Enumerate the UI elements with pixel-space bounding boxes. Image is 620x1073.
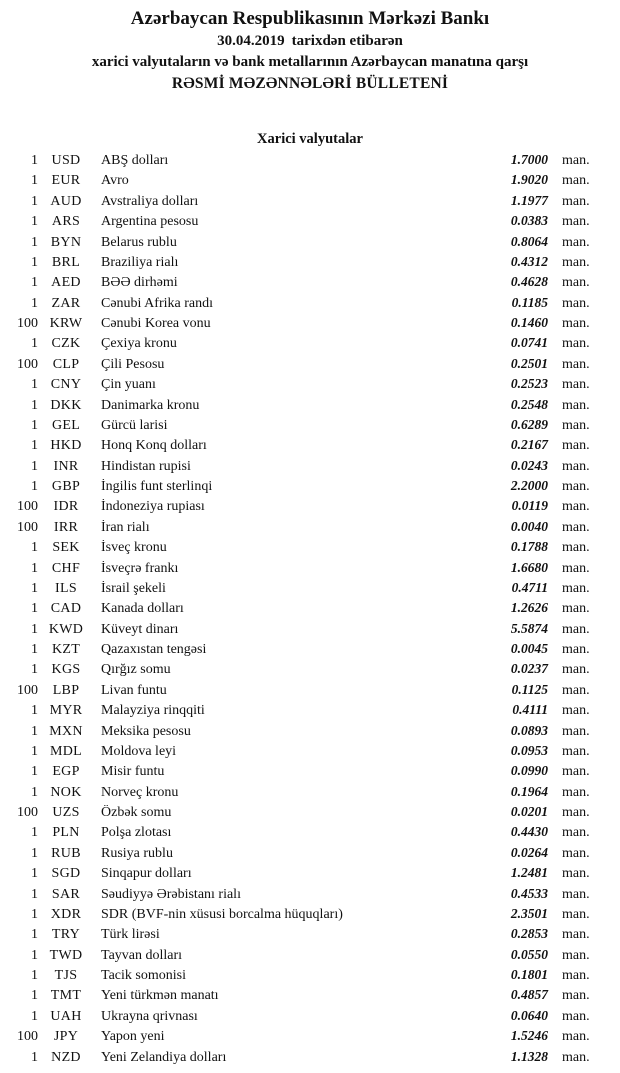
currency-row: [0, 947, 620, 967]
row-code: PLN: [52, 825, 80, 841]
row-name: Avstraliya dolları: [101, 193, 199, 209]
row-rate: 0.0264: [510, 844, 548, 860]
row-code: GEL: [51, 417, 81, 433]
row-name: Avro: [101, 173, 129, 189]
row-rate: 1.5246: [510, 1028, 548, 1044]
currency-row: [0, 417, 620, 437]
row-unit: man.: [562, 642, 590, 657]
currency-row: [0, 478, 620, 498]
row-rate: 0.4533: [510, 885, 548, 901]
currency-row: [0, 376, 620, 396]
currency-row: [0, 152, 620, 172]
row-code: TWD: [49, 947, 83, 963]
row-qty: 1: [31, 214, 38, 230]
row-qty: 1: [31, 621, 38, 637]
row-rate: 1.9020: [510, 172, 548, 188]
row-unit: man.: [562, 397, 590, 413]
row-code: SAR: [51, 886, 81, 902]
row-name: Honq Konq dolları: [101, 438, 207, 454]
row-qty: 1: [31, 1049, 38, 1065]
row-qty: 1: [31, 662, 38, 678]
row-rate: 0.4430: [510, 824, 548, 840]
currency-row: [0, 987, 620, 1007]
row-unit: man.: [562, 275, 590, 291]
row-unit: man.: [562, 499, 590, 515]
row-name: Danimarka kronu: [101, 397, 200, 413]
row-unit: man.: [562, 377, 590, 393]
row-qty: 1: [31, 988, 38, 1004]
row-unit: man.: [562, 601, 590, 617]
row-unit: man.: [562, 825, 590, 841]
row-code: TMT: [50, 988, 82, 1004]
row-rate: 0.0953: [510, 742, 548, 758]
section-title-foreign-currencies: Xarici valyutalar: [257, 131, 363, 147]
rates-rows: [0, 152, 620, 1069]
row-qty: 100: [17, 682, 38, 698]
row-unit: man.: [562, 845, 590, 861]
currency-row: [0, 315, 620, 335]
row-unit: man.: [562, 968, 590, 983]
row-code: IDR: [53, 499, 79, 515]
row-name: Tayvan dolları: [101, 947, 183, 963]
currency-row: [0, 865, 620, 885]
row-code: TJS: [54, 968, 78, 983]
row-unit: man.: [562, 703, 590, 719]
row-rate: 0.0990: [510, 763, 548, 779]
row-name: Hindistan rupisi: [101, 458, 191, 474]
row-rate: 5.5874: [510, 620, 548, 636]
row-unit: man.: [562, 193, 590, 209]
row-code: CAD: [50, 601, 82, 617]
row-rate: 0.4711: [511, 579, 548, 595]
row-rate: 0.0237: [510, 661, 548, 677]
currency-row: [0, 193, 620, 213]
row-rate: 1.2626: [510, 600, 548, 616]
currency-row: [0, 967, 620, 987]
row-unit: man.: [562, 805, 590, 820]
row-rate: 2.2000: [510, 478, 548, 493]
row-code: KZT: [51, 642, 81, 657]
row-name: İsveç kronu: [101, 540, 167, 556]
currency-row: [0, 356, 620, 376]
currency-row: [0, 560, 620, 580]
row-qty: 1: [31, 153, 38, 168]
currency-row: [0, 172, 620, 192]
row-rate: 0.2167: [510, 437, 548, 453]
row-name: Rusiya rublu: [101, 845, 173, 861]
row-qty: 1: [31, 825, 38, 841]
row-name: İngilis funt sterlinqi: [101, 479, 213, 494]
row-name: Qırğız somu: [101, 662, 171, 678]
row-code: ILS: [55, 580, 77, 596]
row-name: Ukrayna qrivnası: [101, 1008, 198, 1024]
row-rate: 1.2481: [510, 865, 548, 881]
row-code: KGS: [51, 662, 81, 678]
row-qty: 1: [31, 417, 38, 433]
row-code: MYR: [49, 703, 83, 719]
row-name: İran rialı: [101, 519, 150, 535]
row-rate: 1.1977: [510, 192, 548, 208]
currency-row: [0, 682, 620, 702]
row-name: Yapon yeni: [101, 1029, 165, 1045]
currency-row: [0, 600, 620, 620]
row-code: CZK: [51, 336, 81, 352]
row-qty: 1: [31, 642, 38, 657]
row-code: UZS: [52, 805, 80, 820]
row-rate: 0.1964: [510, 783, 548, 799]
row-code: EUR: [51, 173, 81, 189]
row-qty: 1: [31, 580, 38, 596]
currency-row: [0, 784, 620, 804]
row-rate: 0.0201: [510, 804, 548, 819]
row-name: Türk lirəsi: [101, 927, 160, 943]
row-unit: man.: [562, 784, 590, 800]
currency-row: [0, 723, 620, 743]
row-code: USD: [51, 153, 81, 168]
row-name: Gürcü larisi: [101, 417, 168, 433]
currency-row: [0, 335, 620, 355]
row-qty: 1: [31, 560, 38, 576]
row-code: ARS: [51, 214, 81, 230]
row-code: MDL: [49, 743, 82, 759]
row-name: Cənubi Korea vonu: [101, 316, 211, 331]
currency-row: [0, 254, 620, 274]
row-qty: 1: [31, 703, 38, 719]
row-unit: man.: [562, 906, 590, 922]
currency-row: [0, 702, 620, 722]
row-qty: 1: [31, 275, 38, 291]
row-qty: 100: [17, 316, 38, 331]
row-unit: man.: [562, 214, 590, 230]
row-rate: 0.0383: [510, 213, 548, 229]
row-name: Çili Pesosu: [101, 356, 165, 372]
row-name: Küveyt dinarı: [101, 621, 179, 637]
currency-row: [0, 641, 620, 661]
row-qty: 100: [17, 519, 38, 535]
row-code: BRL: [51, 254, 81, 270]
row-rate: 0.4628: [510, 274, 548, 290]
row-name: Səudiyyə Ərəbistanı rialı: [101, 886, 241, 902]
row-code: KWD: [48, 621, 84, 637]
row-qty: 1: [31, 336, 38, 352]
row-qty: 1: [31, 845, 38, 861]
row-unit: man.: [562, 295, 590, 311]
row-qty: 1: [31, 723, 38, 739]
row-unit: man.: [562, 254, 590, 270]
row-name: Çexiya kronu: [101, 336, 177, 352]
row-rate: 1.1328: [510, 1048, 548, 1064]
effective-date: 30.04.2019: [217, 33, 285, 49]
row-qty: 100: [17, 499, 38, 515]
row-unit: man.: [562, 1029, 590, 1045]
row-code: LBP: [52, 682, 80, 698]
currency-row: [0, 621, 620, 641]
row-rate: 0.0040: [510, 518, 548, 534]
row-name: Cənubi Afrika randı: [101, 295, 213, 311]
row-unit: man.: [562, 153, 590, 168]
row-unit: man.: [562, 519, 590, 535]
row-code: CNY: [50, 377, 82, 393]
currency-row: [0, 1049, 620, 1069]
currency-row: [0, 743, 620, 763]
row-code: UAH: [50, 1008, 82, 1024]
row-name: Özbək somu: [101, 805, 172, 820]
row-unit: man.: [562, 173, 590, 189]
row-unit: man.: [562, 560, 590, 576]
row-code: AED: [51, 275, 81, 291]
row-qty: 1: [31, 886, 38, 902]
row-unit: man.: [562, 947, 590, 963]
row-code: SGD: [51, 866, 81, 882]
row-qty: 1: [31, 234, 38, 250]
row-rate: 2.3501: [510, 905, 548, 921]
row-rate: 0.1788: [510, 539, 548, 555]
row-qty: 1: [31, 927, 38, 943]
row-name: Moldova leyi: [101, 743, 177, 759]
bulletin-subtitle: xarici valyutaların və bank metallarının Azərbaycan manatına qarşı: [91, 54, 529, 70]
row-code: ZAR: [51, 295, 81, 311]
row-name: Malayziya rinqqiti: [101, 703, 205, 719]
row-rate: 0.4857: [510, 987, 548, 1003]
currency-row: [0, 906, 620, 926]
bulletin-title: RƏSMİ MƏZƏNNƏLƏRİ BÜLLETENİ: [171, 75, 449, 92]
currency-row: [0, 397, 620, 417]
currency-row: [0, 926, 620, 946]
row-qty: 1: [31, 540, 38, 556]
row-name: Misir funtu: [101, 764, 165, 780]
row-code: HKD: [50, 438, 82, 454]
row-qty: 1: [31, 479, 38, 494]
row-unit: man.: [562, 662, 590, 678]
row-code: KRW: [49, 316, 83, 331]
currency-row: [0, 580, 620, 600]
row-code: XDR: [50, 906, 82, 922]
row-rate: 0.0550: [510, 946, 548, 962]
row-name: Sinqapur dolları: [101, 866, 192, 882]
row-name: SDR (BVF-nin xüsusi borcalma hüquqları): [101, 906, 343, 922]
row-rate: 1.7000: [510, 152, 548, 167]
row-name: Kanada dolları: [101, 601, 184, 617]
currency-row: [0, 1028, 620, 1048]
currency-row: [0, 498, 620, 518]
currency-row: [0, 295, 620, 315]
row-rate: 0.1125: [511, 681, 548, 697]
row-unit: man.: [562, 316, 590, 331]
currency-row: [0, 845, 620, 865]
row-qty: 1: [31, 438, 38, 454]
row-name: Livan funtu: [101, 682, 167, 698]
row-code: JPY: [53, 1029, 79, 1045]
row-code: MXN: [49, 723, 83, 739]
currency-row: [0, 437, 620, 457]
row-rate: 0.1801: [510, 967, 548, 982]
row-code: SEK: [52, 540, 80, 556]
row-name: Norveç kronu: [101, 784, 179, 800]
row-qty: 1: [31, 254, 38, 270]
row-name: BƏƏ dirhəmi: [101, 275, 178, 291]
row-rate: 0.8064: [510, 233, 548, 249]
row-rate: 0.0045: [510, 641, 548, 656]
row-qty: 1: [31, 743, 38, 759]
row-qty: 1: [31, 866, 38, 882]
row-rate: 0.0243: [510, 457, 548, 473]
row-unit: man.: [562, 458, 590, 474]
currency-row: [0, 763, 620, 783]
row-name: Çin yuanı: [101, 377, 156, 393]
row-name: Polşa zlotası: [101, 825, 172, 841]
row-unit: man.: [562, 1049, 590, 1065]
row-code: EGP: [52, 764, 80, 780]
row-code: DKK: [50, 397, 82, 413]
effective-date-suffix: tarixdən etibarən: [291, 33, 403, 49]
currency-row: [0, 458, 620, 478]
row-qty: 1: [31, 173, 38, 189]
row-name: Belarus rublu: [101, 234, 177, 250]
row-unit: man.: [562, 866, 590, 882]
row-name: İsrail şekeli: [101, 580, 166, 596]
row-unit: man.: [562, 356, 590, 372]
row-unit: man.: [562, 764, 590, 780]
row-qty: 1: [31, 906, 38, 922]
row-rate: 0.4312: [510, 253, 548, 269]
row-qty: 100: [17, 356, 38, 372]
currency-row: [0, 1008, 620, 1028]
currency-row: [0, 274, 620, 294]
row-unit: man.: [562, 682, 590, 698]
row-name: İsveçrə frankı: [101, 560, 179, 576]
effective-date-line: [0, 31, 620, 52]
row-unit: man.: [562, 580, 590, 596]
row-name: Meksika pesosu: [101, 723, 191, 739]
row-qty: 1: [31, 947, 38, 963]
row-code: IRR: [53, 519, 79, 535]
row-qty: 1: [31, 784, 38, 800]
row-qty: 1: [31, 764, 38, 780]
row-unit: man.: [562, 743, 590, 759]
row-code: AUD: [50, 193, 82, 209]
row-qty: 1: [31, 295, 38, 311]
bank-title: Azərbaycan Respublikasının Mərkəzi Bankı: [130, 8, 490, 29]
currency-row: [0, 234, 620, 254]
row-qty: 1: [31, 458, 38, 474]
row-unit: man.: [562, 988, 590, 1004]
row-qty: 1: [31, 968, 38, 983]
row-name: Yeni türkmən manatı: [101, 988, 219, 1004]
row-name: Argentina pesosu: [101, 214, 199, 230]
currency-row: [0, 539, 620, 559]
row-unit: man.: [562, 234, 590, 250]
row-rate: 0.2523: [510, 376, 548, 392]
row-code: NOK: [50, 784, 82, 800]
row-code: NZD: [51, 1049, 81, 1065]
row-code: CLP: [52, 356, 80, 372]
document-header: [0, 7, 620, 95]
row-qty: 1: [31, 377, 38, 393]
currency-row: [0, 804, 620, 824]
row-qty: 1: [31, 397, 38, 413]
row-name: Braziliya rialı: [101, 254, 179, 270]
currency-row: [0, 661, 620, 681]
row-rate: 0.0119: [511, 498, 548, 514]
row-unit: man.: [562, 438, 590, 454]
row-unit: man.: [562, 723, 590, 739]
row-unit: man.: [562, 479, 590, 494]
row-rate: 0.2548: [510, 396, 548, 412]
row-code: GBP: [51, 479, 81, 494]
row-name: Yeni Zelandiya dolları: [101, 1049, 227, 1065]
row-rate: 0.1460: [510, 315, 548, 330]
row-rate: 0.2501: [510, 355, 548, 371]
row-unit: man.: [562, 336, 590, 352]
row-unit: man.: [562, 927, 590, 943]
row-code: RUB: [51, 845, 81, 861]
row-rate: 0.4111: [512, 702, 548, 718]
row-rate: 0.2853: [510, 926, 548, 942]
row-unit: man.: [562, 1008, 590, 1024]
row-code: BYN: [50, 234, 82, 250]
row-unit: man.: [562, 540, 590, 556]
row-rate: 1.6680: [510, 559, 548, 575]
row-rate: 0.0893: [510, 722, 548, 738]
row-qty: 100: [17, 1029, 38, 1045]
currency-row: [0, 213, 620, 233]
row-rate: 0.1185: [511, 294, 548, 310]
currency-row: [0, 519, 620, 539]
row-qty: 1: [31, 193, 38, 209]
row-qty: 1: [31, 1008, 38, 1024]
row-unit: man.: [562, 621, 590, 637]
row-name: Tacik somonisi: [101, 968, 186, 983]
row-name: Qazaxıstan tengəsi: [101, 642, 207, 657]
row-name: İndoneziya rupiası: [101, 499, 205, 515]
row-code: CHF: [51, 560, 81, 576]
row-name: ABŞ dolları: [101, 153, 169, 168]
row-code: TRY: [51, 927, 81, 943]
row-code: INR: [53, 458, 79, 474]
currency-row: [0, 824, 620, 844]
row-unit: man.: [562, 417, 590, 433]
row-qty: 1: [31, 601, 38, 617]
currency-row: [0, 886, 620, 906]
row-rate: 0.6289: [510, 416, 548, 432]
row-rate: 0.0741: [510, 335, 548, 351]
row-qty: 100: [17, 805, 38, 820]
row-unit: man.: [562, 886, 590, 902]
row-rate: 0.0640: [510, 1007, 548, 1023]
